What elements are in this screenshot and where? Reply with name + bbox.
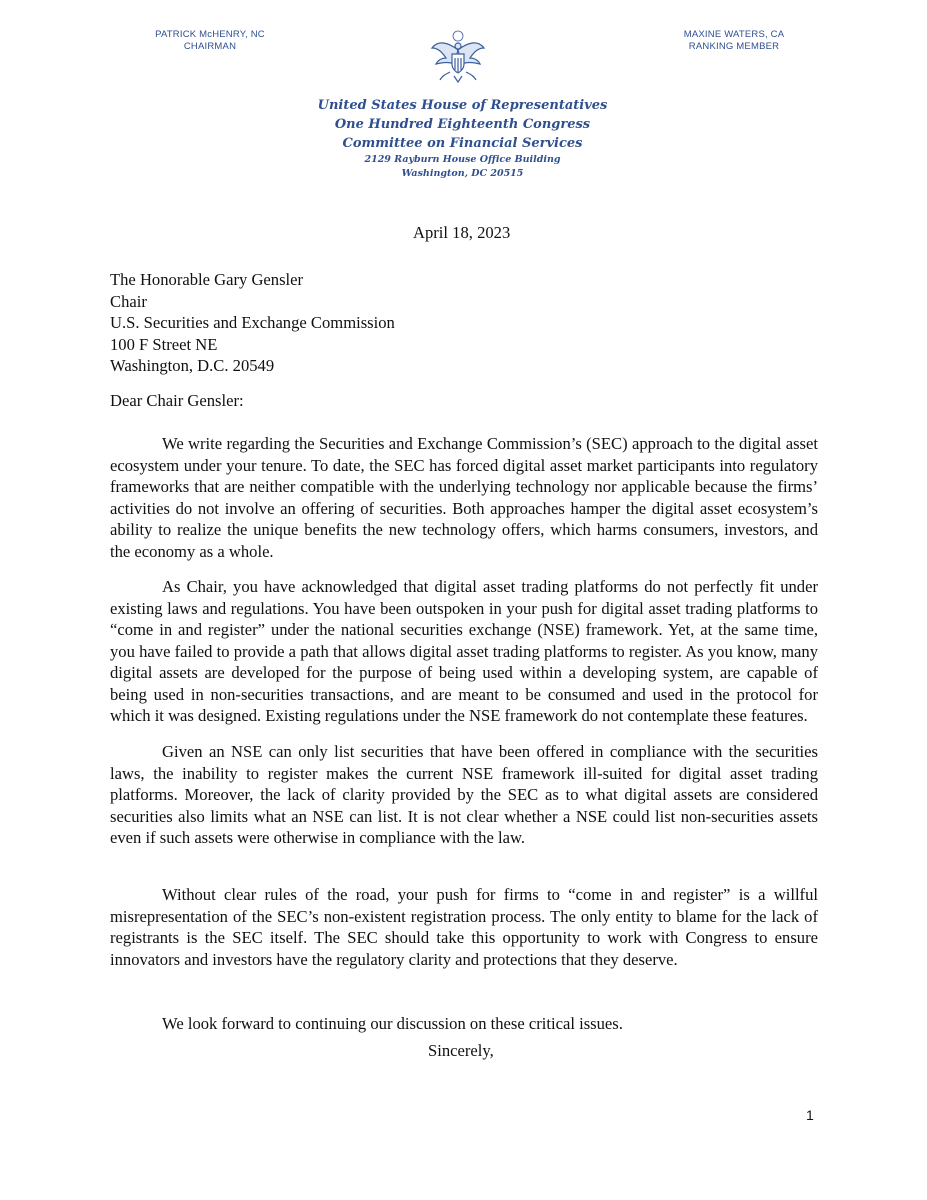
address-line: The Honorable Gary Gensler [110, 270, 304, 289]
letterhead-city: Washington, DC 20515 [401, 168, 524, 179]
address-line: U.S. Securities and Exchange Commission [110, 313, 395, 332]
body-paragraph: Given an NSE can only list securities that have been offered in compliance with the securities laws, the inability to register makes the current NSE framework ill-suited for digital asset trading platforms. Moreover, the lack of clarity provided by the SEC as to what digital assets are considered securities also limits what an NSE can list. It is not clear whether a NSE could list non-securities assets even if such assets were otherwise in compliance with the law. [110, 742, 818, 847]
ranking-member-title: RANKING MEMBER [688, 41, 780, 52]
address-block [110, 269, 395, 377]
page-number: 1 [806, 1107, 814, 1123]
letterhead [300, 96, 625, 181]
chairman-block [140, 29, 280, 53]
letter-date: April 18, 2023 [413, 223, 511, 242]
letterhead-building: 2129 Rayburn House Office Building [364, 154, 561, 165]
body-paragraph: We write regarding the Securities and Exchange Commission’s (SEC) approach to the digital asset ecosystem under your tenure. To date, the SEC has forced digital asset market participants into regulatory frameworks that are neither compatible with the underlying technology nor applicable because the firms’ activities do not involve an offering of securities. Both approaches hamper the digital asset ecosystem’s ability to realize the unique benefits the new technology offers, which harms consumers, investors, and the economy as a whole. [110, 434, 818, 561]
address-line: 100 F Street NE [110, 334, 218, 354]
body-paragraph: Without clear rules of the road, your push for firms to “come in and register” is a willful misrepresentation of the SEC’s non-existent registration process. The only entity to blame for the lack of registrants is the SEC itself. The SEC should take this opportunity to work with Congress to ensure innovators and investors have the regulatory clarity and protections that they deserve. [110, 885, 818, 969]
body-paragraph: As Chair, you have acknowledged that digital asset trading platforms do not perfectly fit under existing laws and regulations. You have been outspoken in your push for digital asset trading platforms to “come in and register” under the national securities exchange (NSE) framework. Yet, at the same time, you have failed to provide a path that allows digital asset trading platforms to register. As you know, many digital assets are developed for the purpose of being used within a developing system, are capable of being used in non-securities transactions, and are meant to be consumed and used in the protocol for which it was designed. Existing regulations under the NSE framework do not contemplate these features. [110, 577, 818, 725]
letterhead-committee: Committee on Financial Services [342, 136, 583, 151]
salutation: Dear Chair Gensler: [110, 391, 244, 410]
letterhead-congress: One Hundred Eighteenth Congress [334, 117, 591, 132]
address-line: Washington, D.C. 20549 [110, 356, 275, 375]
ranking-member-block [664, 29, 804, 53]
letterhead-house: United States House of Representatives [317, 98, 608, 113]
chairman-name: PATRICK McHENRY, NC [155, 29, 265, 40]
us-eagle-seal-icon [428, 28, 488, 88]
body-paragraph: We look forward to continuing our discussion on these critical issues. [162, 1014, 623, 1033]
closing: Sincerely, [428, 1041, 494, 1060]
address-line: Chair [110, 291, 147, 311]
chairman-title: CHAIRMAN [183, 41, 237, 52]
ranking-member-name: MAXINE WATERS, CA [683, 29, 785, 40]
